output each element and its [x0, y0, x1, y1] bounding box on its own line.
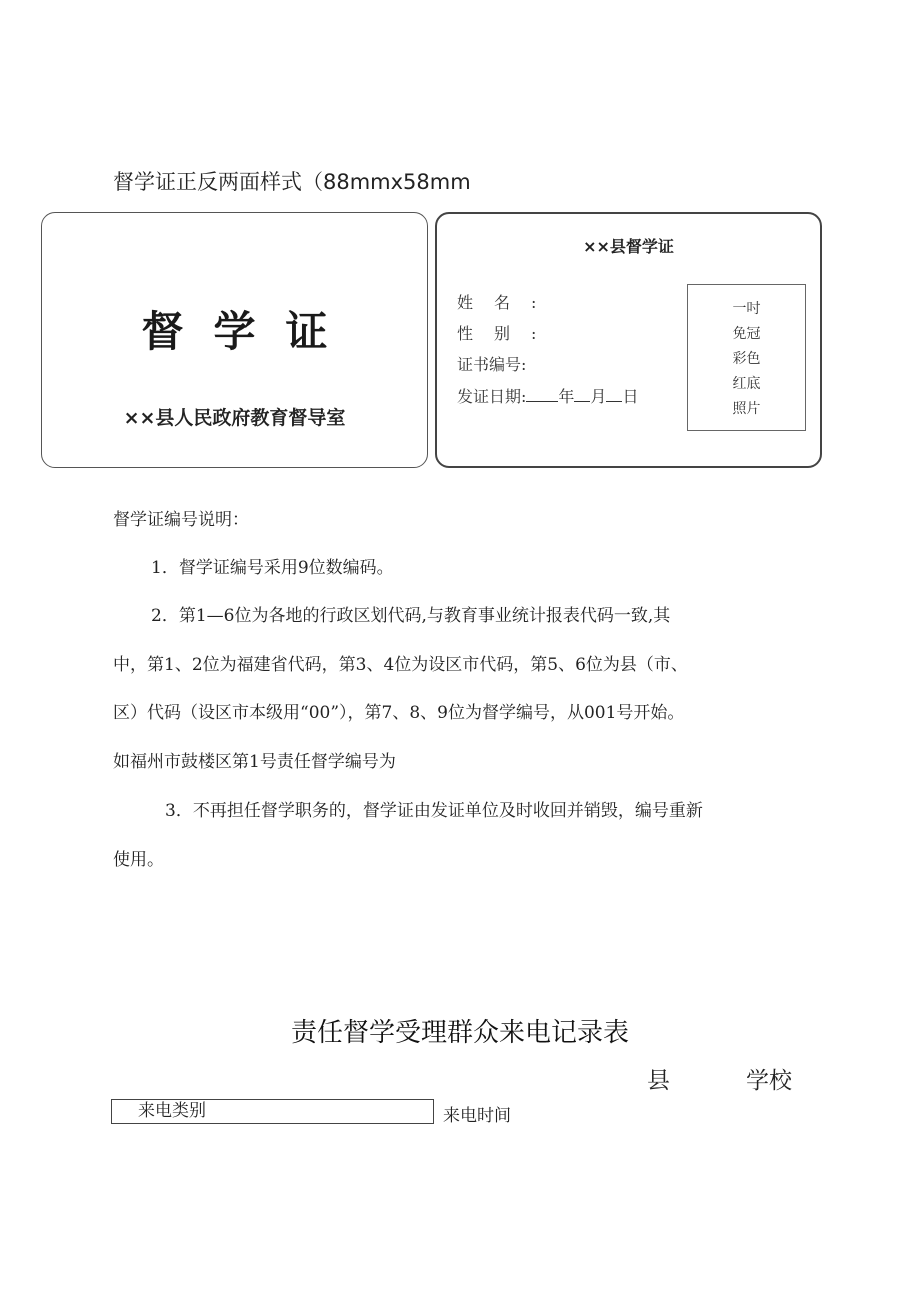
back-card-title: ××县督学证 — [583, 237, 674, 256]
numbering-item-3-line-2: 使用。 — [113, 850, 164, 870]
field-name: 姓名: — [457, 290, 536, 313]
call-type-field[interactable] — [111, 1099, 434, 1124]
month-label: 月 — [590, 387, 607, 406]
day-label: 日 — [622, 387, 639, 406]
gender-label: 性别 — [457, 324, 532, 343]
school-label: 学校 — [746, 1068, 792, 1094]
numbering-title: 督学证编号说明： — [113, 510, 249, 530]
issue-date-label: 发证日期 — [457, 387, 522, 406]
county-label: 县 — [647, 1068, 670, 1094]
call-time-label: 来电时间 — [443, 1106, 511, 1126]
numbering-item-3-line-1: 3．不再担任督学职务的，督学证由发证单位及时收回并销毁，编号重新 — [165, 801, 703, 821]
field-cert-no: 证书编号: — [457, 352, 526, 375]
photo-placeholder: 一吋 免冠 彩色 红底 照片 — [687, 284, 806, 431]
card-front — [41, 212, 428, 468]
field-gender: 性别: — [457, 321, 536, 344]
name-label: 姓名 — [457, 293, 532, 312]
year-label: 年 — [558, 387, 575, 406]
cert-no-label: 证书编号 — [457, 355, 522, 374]
call-type-label: 来电类别 — [138, 1101, 206, 1121]
numbering-item-2-line-3: 区）代码（设区市本级用“00”），第7、8、9位为督学编号，从001号开始。 — [113, 703, 685, 723]
numbering-item-2-line-4: 如福州市鼓楼区第1号责任督学编号为 — [113, 752, 396, 772]
record-table-title: 责任督学受理群众来电记录表 — [290, 1018, 629, 1048]
page-heading: 督学证正反两面样式（88mmx58mm — [113, 170, 471, 194]
front-card-title: 督学证 — [141, 307, 358, 356]
numbering-item-1: 1．督学证编号采用9位数编码。 — [151, 558, 394, 578]
field-issue-date: 发证日期: 年 月 日 — [457, 384, 638, 407]
front-card-issuer: ××县人民政府教育督导室 — [123, 407, 346, 429]
numbering-item-2-line-2: 中，第1、2位为福建省代码，第3、4位为设区市代码，第5、6位为县（市、 — [113, 655, 688, 675]
numbering-item-2-line-1: 2．第1—6位为各地的行政区划代码,与教育事业统计报表代码一致,其 — [151, 606, 671, 626]
card-back — [435, 212, 822, 468]
